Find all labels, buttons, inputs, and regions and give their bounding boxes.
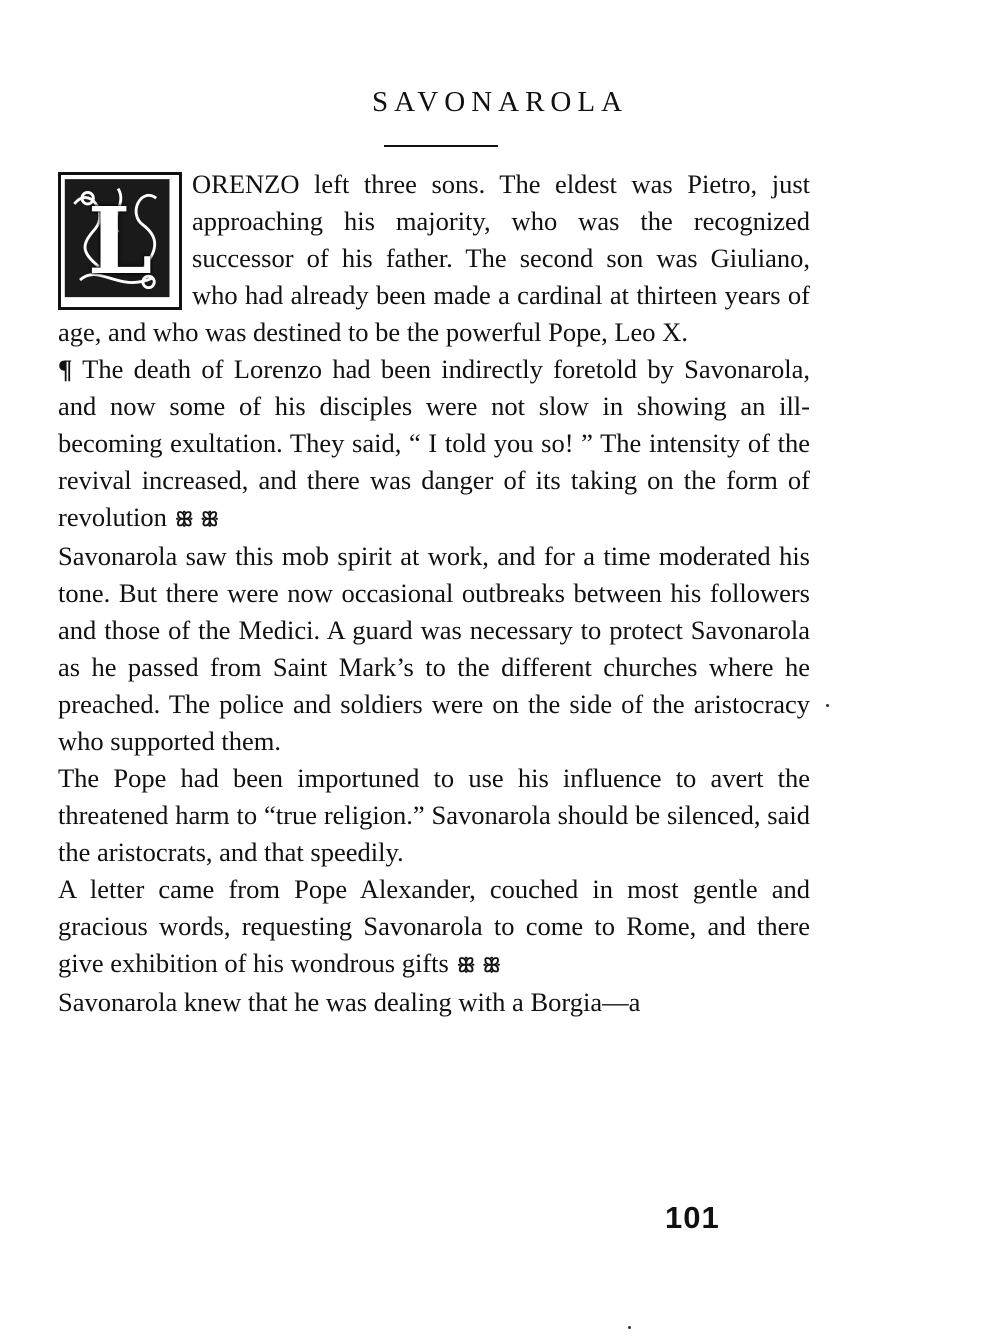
drop-cap-letter: L bbox=[87, 186, 153, 295]
leaf-ornament-icon: ꕥ ꕥ bbox=[456, 953, 501, 977]
header-rule bbox=[384, 145, 498, 147]
paragraph-4: The Pope had been importuned to use his influence to avert the threatened harm to “true religion.” Savonarola should be silenced, said the aristocrats, and that speedily. bbox=[58, 763, 810, 867]
paragraph-text: A letter came from Pope Alexander, couched in most gentle and gracious words, requesting Savonarola to come to Rome, and there give exhibition of his wondrous gifts bbox=[58, 874, 810, 978]
page-number: 101 bbox=[665, 1200, 720, 1235]
ornamental-drop-cap bbox=[58, 172, 182, 310]
body-text bbox=[58, 166, 810, 1021]
paragraph-6: Savonarola knew that he was dealing with a Borgia—a bbox=[58, 987, 641, 1017]
lead-word: ORENZO bbox=[192, 169, 300, 199]
pilcrow-mark: ¶ bbox=[58, 354, 73, 384]
ink-speck bbox=[826, 704, 829, 707]
ink-speck bbox=[628, 1326, 631, 1329]
paragraph-2 bbox=[58, 351, 810, 538]
paragraph-3: Savonarola saw this mob spirit at work, and for a time moderated his tone. But there were now occasional outbreaks between his followers and those of the Medici. A guard was necessary to protect Savonarola as he passed from Saint Mark’s to the different churches where he preached. The police and soldiers were on the side of the aristocracy who supported them. bbox=[58, 541, 810, 756]
paragraph-text: left three sons. The eldest was Pietro, just approaching his majority, who was the recognized successor of his father. The second son was Giuliano, who had already been made a cardinal at thirteen years of age, and who was destined to be the powerful Pope, Leo X. bbox=[58, 169, 810, 347]
paragraph-text: The death of Lorenzo had been indirectly foretold by Savonarola, and now some of his disciples were not slow in showing an ill-becoming exultation. They said, “ I told you so! ” The intensity of the revival increased, and there was danger of its taking on the form of revolution bbox=[58, 354, 810, 532]
paragraph-5 bbox=[58, 871, 810, 984]
running-header: SAVONAROLA bbox=[371, 86, 629, 118]
leaf-ornament-icon: ꕥ ꕥ bbox=[174, 507, 220, 531]
